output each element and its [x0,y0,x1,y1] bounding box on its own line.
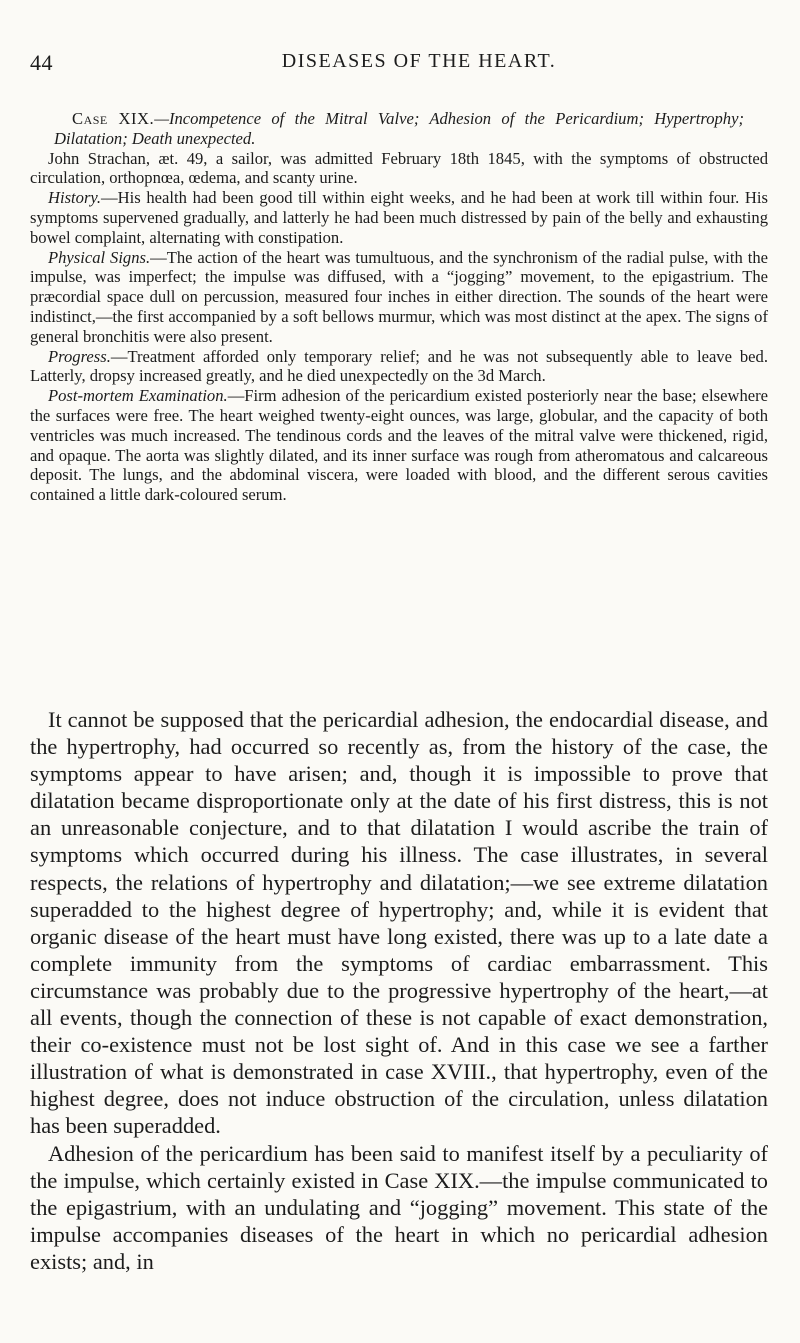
body-paragraph: Adhesion of the pericardium has been said to manifest itself by a peculiarity of the impulse, which certainly existed in Case XIX.—the impulse communicated to the epigastrium, with an undulating and “jogging” movement. This state of the impulse accompanies diseases of the heart in which no pericardial adhesion exists; and, in [30,1140,768,1274]
case-label: Case XIX. [72,109,155,128]
case-paragraph-physical-signs [30,248,768,347]
page-number: 44 [30,50,53,75]
case-paragraph-lead: Progress. [48,346,111,366]
body-paragraph: It cannot be supposed that the pericardial adhesion, the endocardial disease, and the hypertrophy, had occurred so recently as, from the history of the case, the symptoms appear to have arisen; and, though it is impossible to prove that dilatation became disproportionate only at the date of his first distress, this is not an unreasonable conjecture, and to that dilatation I would ascribe the train of symptoms which occurred during his illness. The case illustrates, in several respects, the relations of hypertrophy and dilatation;—we see extreme dilatation superadded to the highest degree of hypertrophy; and, while it is evident that organic disease of the heart must have long existed, there was up to a late date a complete immunity from the symptoms of cardiac embarrassment. This circumstance was probably due to the progressive hypertrophy of the heart,—at all events, though the connection of these is not capable of exact demonstration, their co-existence must not be lost sight of. And in this case we see a farther illustration of what is demonstrated in case XVIII., that hypertrophy, even of the highest degree, does not induce obstruction of the circulation, unless dilatation has been superadded. [30,707,768,1139]
case-paragraph-lead: History. [48,188,102,208]
case-paragraph-text: —Treatment afforded only temporary relief; and he was not subsequently able to leave bed. Latterly, dropsy increased greatly, and he died unexpectedly on the 3d March. [30,346,768,386]
case-paragraph-lead: Physical Signs. [48,247,151,267]
case-paragraph-text: —The action of the heart was tumultuous, and the synchronism of the radial pulse, with the impulse, was imperfect; the impulse was diffused, with a “jogging” movement, to the epigastrium. The præcordial space dull on percussion, measured four inches in either direction. The sounds of the heart were indistinct,—the first accompanied by a soft bellows murmur, which was most distinct at the apex. The signs of general bronchitis were also present. [30,247,768,346]
page-header [30,50,768,80]
case-heading [30,109,768,149]
case-paragraph-admission [30,149,768,189]
case-paragraph-text: —His health had been good till within eight weeks, and he had been at work till within four. His symptoms supervened gradually, and latterly he had been much distressed by pain of the belly and exhausting bowel complaint, alternating with constipation. [30,188,768,247]
case-paragraph-progress [30,347,768,387]
discussion [30,706,768,1275]
case-paragraph-history [30,188,768,247]
case-paragraph-text: —Firm adhesion of the pericardium existed posteriorly near the base; elsewhere the surfaces were free. The heart weighed twenty-eight ounces, was large, globular, and the capacity of both ventricles was much increased. The tendinous cords and the leaves of the mitral valve were thickened, rigid, and opaque. The aorta was slightly dilated, and its inner surface was rough from atheromatous and calcareous deposit. The lungs, and the abdominal viscera, were loaded with blood, and the different serous cavities contained a little dark-coloured serum. [30,386,768,505]
case-paragraph-post-mortem [30,386,768,505]
case-paragraph-lead: Post-mortem Examination. [48,386,228,406]
case-paragraph-text: John Strachan, æt. 49, a sailor, was admitted February 18th 1845, with the symptoms of obstructed circulation, orthopnœa, œdema, and scanty urine. [30,148,768,188]
running-title: DISEASES OF THE HEART. [281,50,557,72]
case-title: —Incompetence of the Mitral Valve; Adhesion of the Pericardium; Hypertrophy; Dilatation; Death unexpected. [54,109,744,148]
case-report [30,109,768,505]
